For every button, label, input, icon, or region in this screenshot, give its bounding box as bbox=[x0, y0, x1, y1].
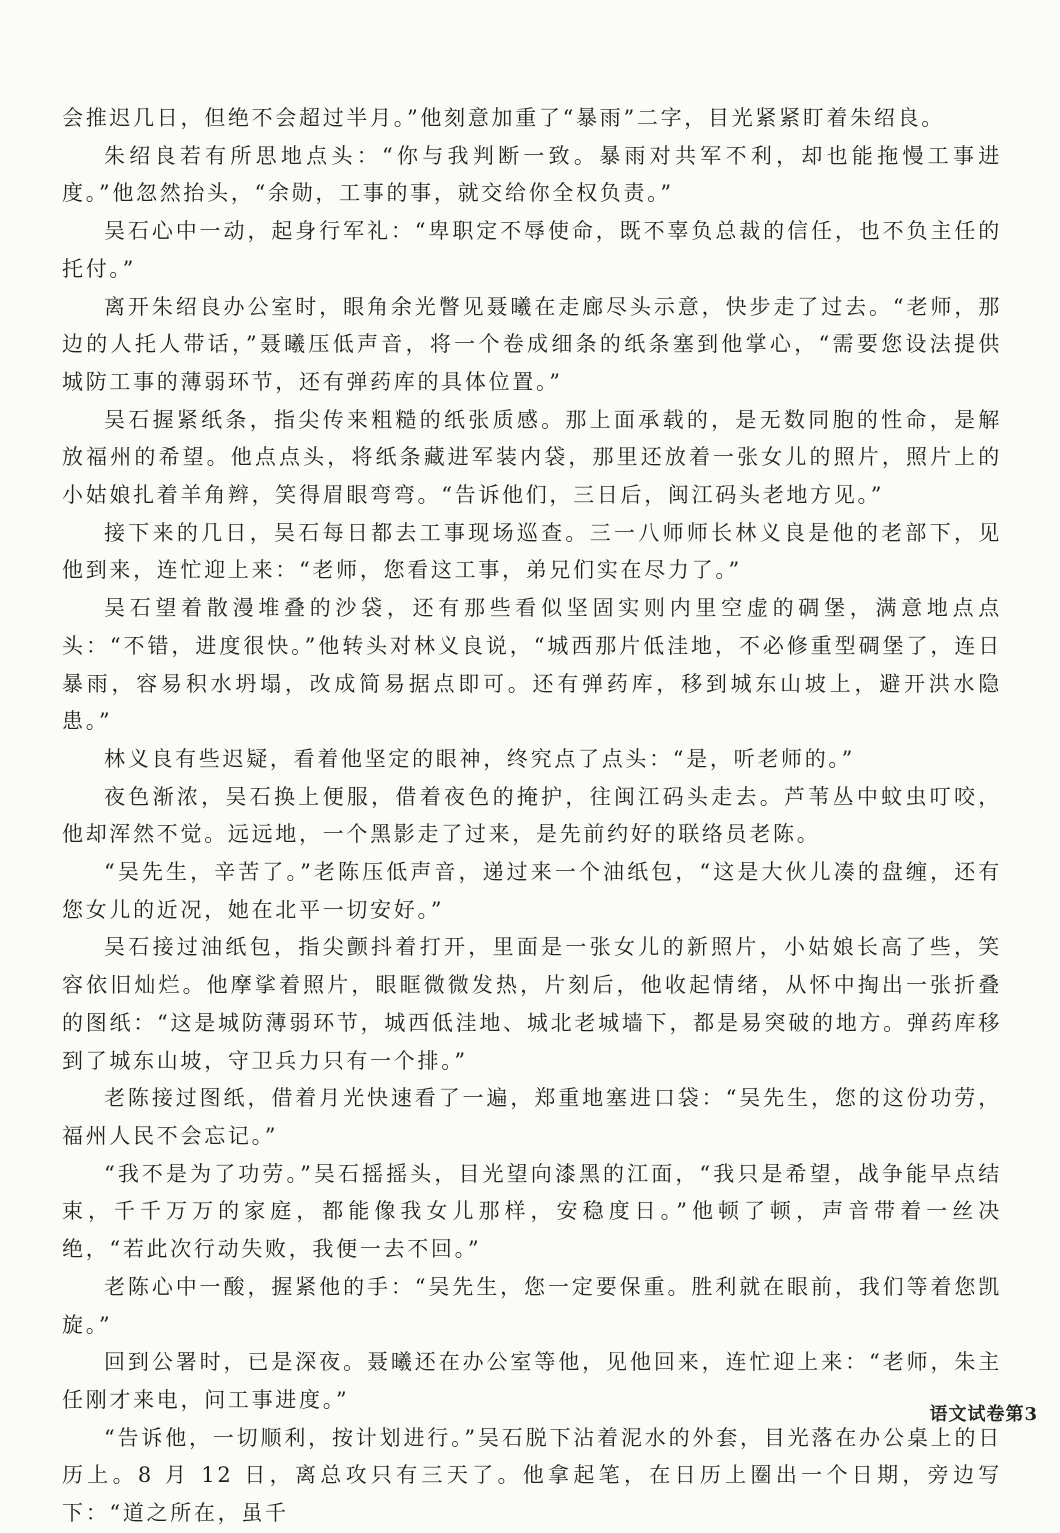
paragraph-8: 林义良有些迟疑，看着他坚定的眼神，终究点了点头：“是，听老师的。” bbox=[104, 746, 856, 771]
paragraph-11: 吴石接过油纸包，指尖颤抖着打开，里面是一张女儿的新照片，小姑娘长高了些，笑容依旧灿烂。他摩挲着照片，眼眶微微发热，片刻后，他收起情绪，从怀中掏出一张折叠的图纸：“这是城防薄弱环节，城西低洼地、城北老城墙下，都是易突破的地方。弹药库移到了城东山坡，守卫兵力只有一个排。” bbox=[62, 935, 1002, 1073]
paragraph-2: 朱绍良若有所思地点头：“你与我判断一致。暴雨对共军不利，却也能拖慢工事进度。”他忽然抬头，“余勋，工事的事，就交给你全权负责。” bbox=[62, 143, 1002, 206]
paragraph-3: 吴石心中一动，起身行军礼：“卑职定不辱使命，既不辜负总裁的信任，也不负主任的托付。” bbox=[62, 219, 1002, 281]
paragraph-1: 会推迟几日，但绝不会超过半月。”他刻意加重了“暴雨”二字，目光紧紧盯着朱绍良。 bbox=[62, 106, 946, 130]
paragraph-4: 离开朱绍良办公室时，眼角余光瞥见聂曦在走廊尽头示意，快步走了过去。“老师，那边的人托人带话，”聂曦压低声音，将一个卷成细条的纸条塞到他掌心，“需要您设法提供城防工事的薄弱环节，还有弹药库的具体位置。” bbox=[62, 294, 1002, 394]
paragraph-7: 吴石望着散漫堆叠的沙袋，还有那些看似坚固实则内里空虚的碉堡，满意地点点头：“不错，进度很快。”他转头对林义良说，“城西那片低洼地，不必修重型碉堡了，连日暴雨，容易积水坍塌，改成简易据点即可。还有弹药库，移到城东山坡上，避开洪水隐患。” bbox=[62, 596, 1002, 734]
paragraph-6: 接下来的几日，吴石每日都去工事现场巡查。三一八师师长林义良是他的老部下，见他到来，连忙迎上来：“老师，您看这工事，弟兄们实在尽力了。” bbox=[62, 520, 1002, 583]
page-footer: 语文试卷第3 bbox=[929, 1404, 1038, 1425]
paragraph-16: “告诉他，一切顺利，按计划进行。”吴石脱下沾着泥水的外套，目光落在办公桌上的日历上。8 月 12 日，离总攻只有三天了。他拿起笔，在日历上圈出一个日期，旁边写下：“道之所在，虽千 bbox=[62, 1425, 1002, 1526]
paragraph-10: “吴先生，辛苦了。”老陈压低声音，递过来一个油纸包，“这是大伙儿凑的盘缠，还有您女儿的近况，她在北平一切安好。” bbox=[62, 860, 1002, 922]
paragraph-15: 回到公署时，已是深夜。聂曦还在办公室等他，见他回来，连忙迎上来：“老师，朱主任刚才来电，问工事进度。” bbox=[62, 1350, 1002, 1412]
story-text bbox=[62, 100, 1002, 1533]
paragraph-9: 夜色渐浓，吴石换上便服，借着夜色的掩护，往闽江码头走去。芦苇丛中蚊虫叮咬，他却浑然不觉。远远地，一个黑影走了过来，是先前约好的联络员老陈。 bbox=[62, 784, 1002, 847]
paragraph-5: 吴石握紧纸条，指尖传来粗糙的纸张质感。那上面承载的，是无数同胞的性命，是解放福州的希望。他点点头，将纸条藏进军装内袋，那里还放着一张女儿的照片，照片上的小姑娘扎着羊角辫，笑得眉眼弯弯。“告诉他们，三日后，闽江码头老地方见。” bbox=[62, 407, 1002, 508]
paragraph-14: 老陈心中一酸，握紧他的手：“吴先生，您一定要保重。胜利就在眼前，我们等着您凯旋。” bbox=[62, 1274, 1002, 1337]
paragraph-13: “我不是为了功劳。”吴石摇摇头，目光望向漆黑的江面，“我只是希望，战争能早点结束，千千万万的家庭，都能像我女儿那样，安稳度日。”他顿了顿，声音带着一丝决绝，“若此次行动失败，我便一去不回。” bbox=[62, 1161, 1002, 1262]
paragraph-12: 老陈接过图纸，借着月光快速看了一遍，郑重地塞进口袋：“吴先生，您的这份功劳，福州人民不会忘记。” bbox=[62, 1086, 1002, 1148]
